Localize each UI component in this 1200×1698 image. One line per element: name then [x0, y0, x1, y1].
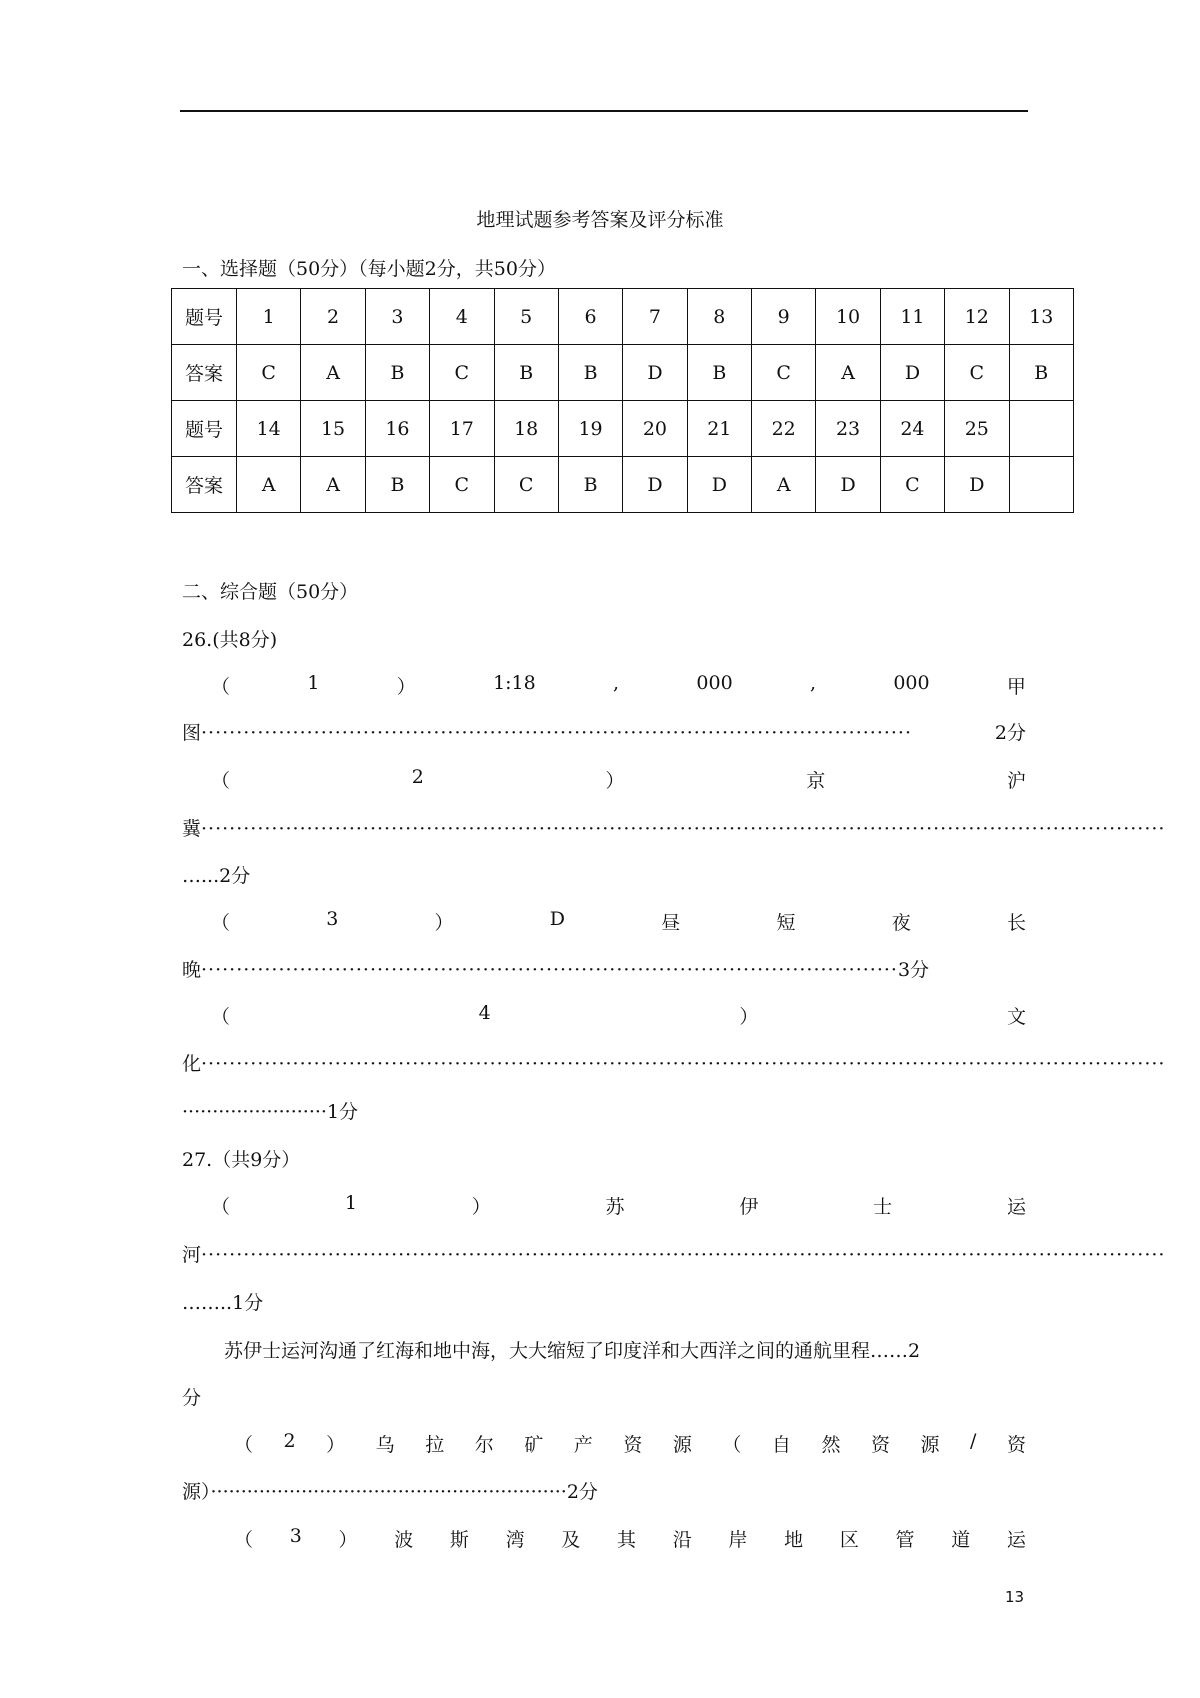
table-cell: A — [752, 457, 816, 513]
line-token: ） — [434, 912, 454, 934]
line-token: 自 — [771, 1434, 791, 1456]
table-row-header: 答案 — [172, 457, 237, 513]
table-cell: 22 — [752, 401, 816, 457]
table-cell: 17 — [430, 401, 494, 457]
answer-table — [171, 288, 1074, 513]
line-token: 资 — [623, 1434, 643, 1456]
line-token: 区 — [839, 1529, 859, 1551]
table-cell: B — [687, 345, 751, 401]
table-cell: B — [494, 345, 558, 401]
line-token: （ — [211, 1196, 231, 1218]
line-token: 昼 — [661, 912, 681, 934]
section-1-heading: 一、选择题（50分）（每小题2分，共50分） — [182, 258, 556, 280]
table-cell: B — [558, 457, 622, 513]
line-token: 000 — [696, 672, 733, 694]
line-token: 2 — [283, 1430, 296, 1452]
line-token: 资 — [870, 1434, 890, 1456]
table-cell: 24 — [880, 401, 944, 457]
q27-line-8 — [234, 1525, 1026, 1552]
q27-line-3: ……..1分 — [182, 1292, 264, 1314]
table-cell: C — [430, 457, 494, 513]
line-token: 京 — [806, 770, 826, 792]
line-token: 伊 — [739, 1196, 759, 1218]
table-cell: A — [301, 457, 365, 513]
q27-heading: 27.（共9分） — [182, 1149, 301, 1171]
line-token: ） — [396, 676, 416, 698]
line-token: 管 — [895, 1529, 915, 1551]
line-token: 乌 — [375, 1434, 395, 1456]
line-token: 夜 — [891, 912, 911, 934]
line-token: 湾 — [505, 1529, 525, 1551]
q26-line-5: …...2分 — [182, 865, 251, 887]
line-token: 4 — [478, 1002, 491, 1024]
line-token: 岸 — [728, 1529, 748, 1551]
line-token: 甲 — [1006, 676, 1026, 698]
line-token: 长 — [1006, 912, 1026, 934]
line-token: （ — [722, 1434, 742, 1456]
line-token: , — [809, 672, 817, 694]
line-token: 拉 — [425, 1434, 445, 1456]
table-cell: 15 — [301, 401, 365, 457]
line-token: 1 — [344, 1192, 357, 1214]
line-token: / — [970, 1430, 977, 1452]
q26-line-7 — [182, 955, 930, 982]
table-cell: D — [816, 457, 880, 513]
line-token: 矿 — [524, 1434, 544, 1456]
table-row-header: 答案 — [172, 345, 237, 401]
q26-l2-leader: ····································································································· — [201, 722, 913, 744]
header-rule — [180, 110, 1028, 112]
line-token: , — [613, 672, 620, 694]
table-row-header: 题号 — [172, 401, 237, 457]
table-cell — [1009, 457, 1074, 513]
q26-l7-word: 晚 — [182, 959, 202, 981]
line-token: （ — [211, 770, 231, 792]
q26-l2-word: 图 — [182, 722, 202, 744]
line-token: ） — [739, 1006, 759, 1028]
q26-line-6 — [211, 908, 1026, 935]
table-cell: 13 — [1009, 289, 1074, 345]
line-token: 苏 — [605, 1196, 625, 1218]
table-cell: 23 — [816, 401, 880, 457]
line-token: 源 — [672, 1434, 692, 1456]
q26-l7-score: 3分 — [897, 959, 930, 981]
q27-l2-leader: ········································································································································· — [201, 1244, 1166, 1266]
line-token: 1 — [307, 672, 320, 694]
table-row — [172, 345, 1074, 401]
line-token: 沪 — [1006, 770, 1026, 792]
table-cell: D — [623, 345, 687, 401]
line-token: （ — [211, 912, 231, 934]
table-cell: 5 — [494, 289, 558, 345]
table-cell: C — [237, 345, 301, 401]
page-title: 地理试题参考答案及评分标准 — [476, 209, 724, 231]
q26-l9-leader: ········································································································································· — [201, 1053, 1166, 1075]
page-number: 13 — [1005, 1588, 1025, 1606]
line-token: 道 — [951, 1529, 971, 1551]
q26-line-8 — [211, 1002, 1026, 1029]
table-cell: D — [880, 345, 944, 401]
table-cell: 10 — [816, 289, 880, 345]
q27-line-2 — [182, 1240, 1166, 1267]
line-token: （ — [234, 1434, 254, 1456]
table-cell: B — [365, 345, 429, 401]
table-row-header: 题号 — [172, 289, 237, 345]
line-token: 1:18 — [493, 672, 536, 694]
line-token: 然 — [821, 1434, 841, 1456]
line-token: ） — [471, 1196, 491, 1218]
line-token: 资 — [1006, 1434, 1026, 1456]
table-cell: 20 — [623, 401, 687, 457]
table-row — [172, 289, 1074, 345]
table-cell: 12 — [945, 289, 1009, 345]
q26-line-3 — [211, 766, 1026, 793]
q26-l7-leader: ··································································································· — [201, 959, 898, 981]
line-token: 沿 — [672, 1529, 692, 1551]
table-cell: 6 — [558, 289, 622, 345]
line-token: （ — [211, 676, 231, 698]
q26-line-2 — [182, 718, 1026, 745]
table-cell: B — [1009, 345, 1074, 401]
table-cell: 2 — [301, 289, 365, 345]
q27-line-5: 分 — [182, 1387, 202, 1409]
q27-line-4: 苏伊士运河沟通了红海和地中海，大大缩短了印度洋和大西洋之间的通航里程……2 — [224, 1340, 921, 1362]
line-token: 文 — [1006, 1006, 1026, 1028]
q26-line-9 — [182, 1049, 1166, 1076]
q27-line-6 — [234, 1430, 1026, 1457]
table-cell: D — [623, 457, 687, 513]
line-token: 3 — [289, 1525, 302, 1547]
table-row — [172, 457, 1074, 513]
table-cell: C — [494, 457, 558, 513]
line-token: （ — [211, 1006, 231, 1028]
q27-l2-word: 河 — [182, 1244, 202, 1266]
table-cell — [1009, 401, 1074, 457]
q26-line-1 — [211, 672, 1026, 699]
table-cell: A — [301, 345, 365, 401]
line-token: 000 — [893, 672, 930, 694]
table-cell: 14 — [237, 401, 301, 457]
q27-line-7: 源）···························································2分 — [182, 1481, 598, 1503]
line-token: 源 — [920, 1434, 940, 1456]
table-row — [172, 401, 1074, 457]
table-cell: 9 — [752, 289, 816, 345]
table-cell: 19 — [558, 401, 622, 457]
line-token: 及 — [561, 1529, 581, 1551]
q26-line-4 — [182, 814, 1166, 841]
line-token: 地 — [784, 1529, 804, 1551]
line-token: 尔 — [474, 1434, 494, 1456]
table-cell: A — [237, 457, 301, 513]
table-cell: 16 — [365, 401, 429, 457]
q26-line-10: ························1分 — [182, 1101, 359, 1123]
q26-l9-word: 化 — [182, 1053, 202, 1075]
line-token: 2 — [411, 766, 424, 788]
line-token: 波 — [394, 1529, 414, 1551]
line-token: 运 — [1006, 1529, 1026, 1551]
line-token: 其 — [617, 1529, 637, 1551]
table-cell: C — [880, 457, 944, 513]
line-token: 运 — [1006, 1196, 1026, 1218]
table-cell: 8 — [687, 289, 751, 345]
line-token: 3 — [326, 908, 339, 930]
line-token: 士 — [873, 1196, 893, 1218]
table-cell: D — [945, 457, 1009, 513]
line-token: 短 — [776, 912, 796, 934]
table-cell: D — [687, 457, 751, 513]
table-cell: B — [558, 345, 622, 401]
table-cell: C — [752, 345, 816, 401]
table-cell: 21 — [687, 401, 751, 457]
table-cell: 25 — [945, 401, 1009, 457]
table-cell: C — [945, 345, 1009, 401]
line-token: D — [549, 908, 566, 930]
q26-l2-score: 2分 — [994, 722, 1026, 744]
table-cell: 4 — [430, 289, 494, 345]
line-token: 产 — [573, 1434, 593, 1456]
table-cell: C — [430, 345, 494, 401]
section-2-heading: 二、综合题（50分） — [182, 581, 359, 603]
line-token: （ — [234, 1529, 254, 1551]
q27-line-1 — [211, 1192, 1026, 1219]
line-token: ） — [326, 1434, 346, 1456]
table-cell: B — [365, 457, 429, 513]
q26-heading: 26.(共8分) — [182, 629, 278, 651]
q26-l4-word: 冀 — [182, 818, 202, 840]
q26-l4-leader: ········································································································································· — [201, 818, 1166, 840]
line-token: ） — [605, 770, 625, 792]
table-cell: A — [816, 345, 880, 401]
table-cell: 7 — [623, 289, 687, 345]
table-cell: 3 — [365, 289, 429, 345]
line-token: ） — [338, 1529, 358, 1551]
table-cell: 11 — [880, 289, 944, 345]
line-token: 斯 — [449, 1529, 469, 1551]
table-cell: 18 — [494, 401, 558, 457]
table-cell: 1 — [237, 289, 301, 345]
